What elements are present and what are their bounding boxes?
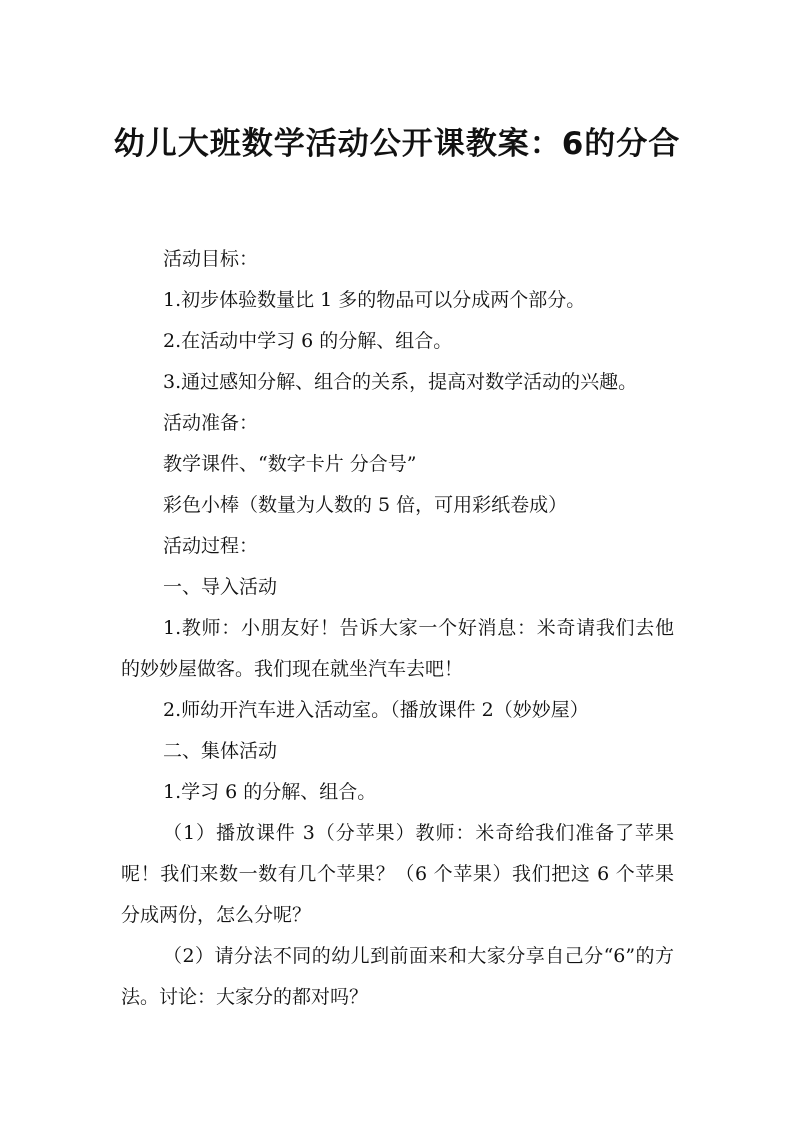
paragraph: 2.师幼开汽车进入活动室。（播放课件 2（妙妙屋） <box>163 699 589 721</box>
paragraph: 1.初步体验数量比 1 多的物品可以分成两个部分。 <box>163 289 586 311</box>
paragraph: 二、集体活动 <box>163 740 278 762</box>
paragraph: 2.在活动中学习 6 的分解、组合。 <box>163 330 453 352</box>
paragraph: 彩色小棒（数量为人数的 5 倍，可用彩纸卷成） <box>163 494 568 516</box>
paragraph: 一、导入活动 <box>163 576 278 598</box>
page-title: 幼儿大班数学活动公开课教案：6的分合 <box>113 125 681 162</box>
paragraph: 教学课件、“数字卡片 分合号” <box>163 453 417 475</box>
paragraph: 活动准备： <box>163 412 259 434</box>
paragraph: （1）播放课件 3（分苹果）教师：米奇给我们准备了苹果呢！我们来数一数有几个苹果？（6 个苹果）我们把这 6 个苹果分成两份，怎么分呢？ <box>121 822 674 926</box>
paragraph: 1.教师：小朋友好！告诉大家一个好消息：米奇请我们去他的妙妙屋做客。我们现在就坐汽车去吧！ <box>121 617 674 680</box>
document-body <box>121 239 674 1018</box>
paragraph: 1.学习 6 的分解、组合。 <box>163 781 377 803</box>
paragraph: （2）请分法不同的幼儿到前面来和大家分享自己分“6”的方法。讨论：大家分的都对吗？ <box>121 945 674 1008</box>
paragraph: 活动目标： <box>163 248 259 270</box>
paragraph: 3.通过感知分解、组合的关系，提高对数学活动的兴趣。 <box>163 371 638 393</box>
paragraph: 活动过程： <box>163 535 259 557</box>
